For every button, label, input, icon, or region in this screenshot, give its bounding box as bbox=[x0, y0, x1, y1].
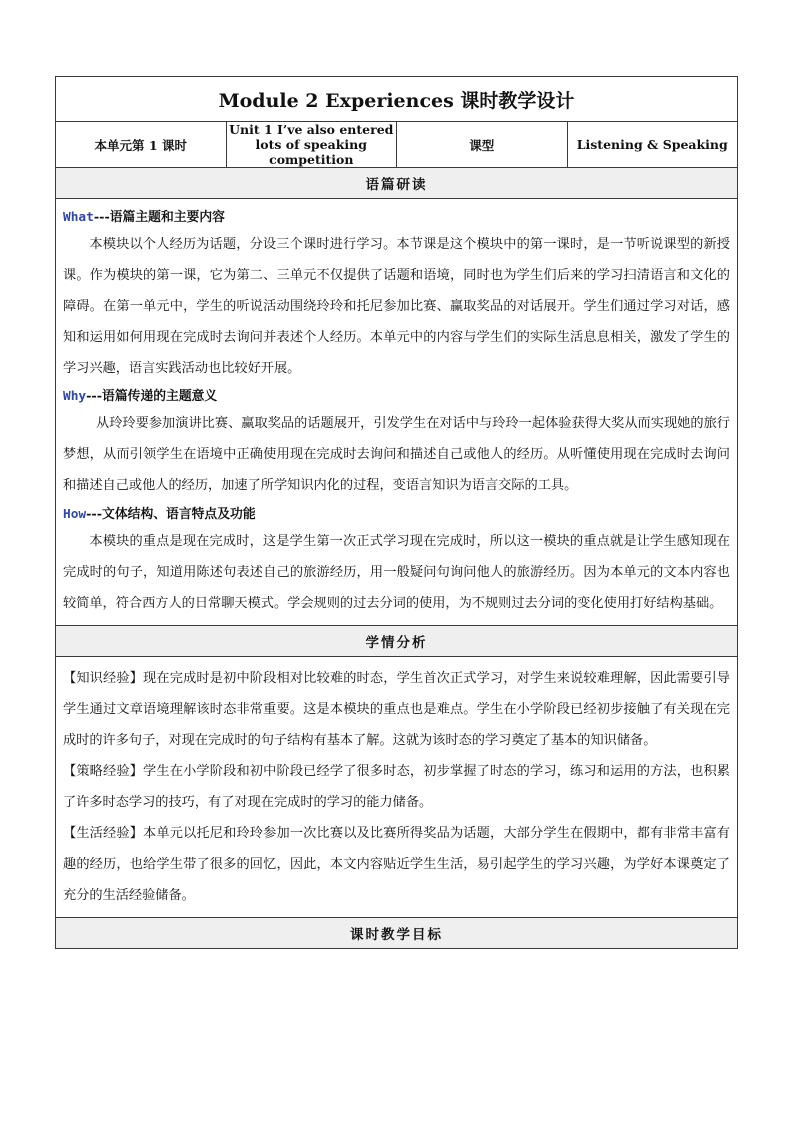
lesson-plan-table bbox=[55, 76, 738, 949]
reading-analysis-body bbox=[56, 199, 738, 626]
unit-title: Unit 1 I’ve also entered lots of speaking competition bbox=[226, 122, 397, 168]
how-heading: How---文体结构、语言特点及功能 bbox=[63, 507, 256, 522]
strategy-experience-paragraph: 【策略经验】学生在小学阶段和初中阶段已经学了很多时态，初步掌握了时态的学习，练习和运用的方法，也积累了许多时态学习的技巧，有了对现在完成时的学习的能力储备。 bbox=[63, 764, 730, 810]
student-analysis-body bbox=[56, 657, 738, 918]
document-title: Module 2 Experiences 课时教学设计 bbox=[56, 77, 738, 122]
lesson-plan-document bbox=[55, 76, 738, 949]
section-header-analysis: 学情分析 bbox=[56, 626, 738, 657]
section-header-reading: 语篇研读 bbox=[56, 168, 738, 199]
lesson-type-value: Listening & Speaking bbox=[567, 122, 738, 168]
why-paragraph: 从玲玲要参加演讲比赛、赢取奖品的话题展开，引发学生在对话中与玲玲一起体验获得大奖从而实现她的旅行梦想，从而引领学生在语境中正确使用现在完成时去询问和描述自己或他人的经历。从听懂使用现在完成时去询问和描述自己或他人的经历，加速了所学知识内化的过程，变语言知识为语言交际的工具。 bbox=[63, 416, 730, 493]
section-header-objectives: 课时教学目标 bbox=[56, 918, 738, 949]
what-paragraph: 本模块以个人经历为话题，分设三个课时进行学习。本节课是这个模块中的第一课时，是一节听说课型的新授课。作为模块的第一课，它为第二、三单元不仅提供了话题和语境，同时也为学生们后来的学习扫清语言和文化的障碍。在第一单元中，学生的听说活动围绕玲玲和托尼参加比赛、赢取奖品的对话展开。学生们通过学习对话，感知和运用如何用现在完成时去询问并表述个人经历。本单元中的内容与学生们的实际生活息息相关，激发了学生的学习兴趣，语言实践活动也比较好开展。 bbox=[63, 237, 730, 376]
how-paragraph: 本模块的重点是现在完成时，这是学生第一次正式学习现在完成时，所以这一模块的重点就是让学生感知现在完成时的句子，知道用陈述句表述自己的旅游经历，用一般疑问句询问他人的旅游经历。因为本单元的文本内容也较简单，符合西方人的日常聊天模式。学会规则的过去分词的使用，为不规则过去分词的变化使用打好结构基础。 bbox=[63, 534, 730, 611]
lesson-type-label: 课型 bbox=[397, 122, 568, 168]
life-experience-paragraph: 【生活经验】本单元以托尼和玲玲参加一次比赛以及比赛所得奖品为话题，大部分学生在假期中，都有非常丰富有趣的经历，也给学生带了很多的回忆，因此，本文内容贴近学生生活，易引起学生的学习兴趣，为学好本课奠定了充分的生活经验储备。 bbox=[63, 826, 730, 903]
why-heading: Why---语篇传递的主题意义 bbox=[63, 389, 218, 404]
what-heading: What---语篇主题和主要内容 bbox=[63, 210, 225, 225]
knowledge-experience-paragraph: 【知识经验】现在完成时是初中阶段相对比较难的时态，学生首次正式学习，对学生来说较难理解，因此需要引导学生通过文章语境理解该时态非常重要。这是本模块的重点也是难点。学生在小学阶段已经初步接触了有关现在完成时的许多句子，对现在完成时的句子结构有基本了解。这就为该时态的学习奠定了基本的知识储备。 bbox=[63, 671, 730, 748]
unit-lesson-label: 本单元第 1 课时 bbox=[56, 122, 227, 168]
lesson-info-row bbox=[56, 122, 738, 168]
